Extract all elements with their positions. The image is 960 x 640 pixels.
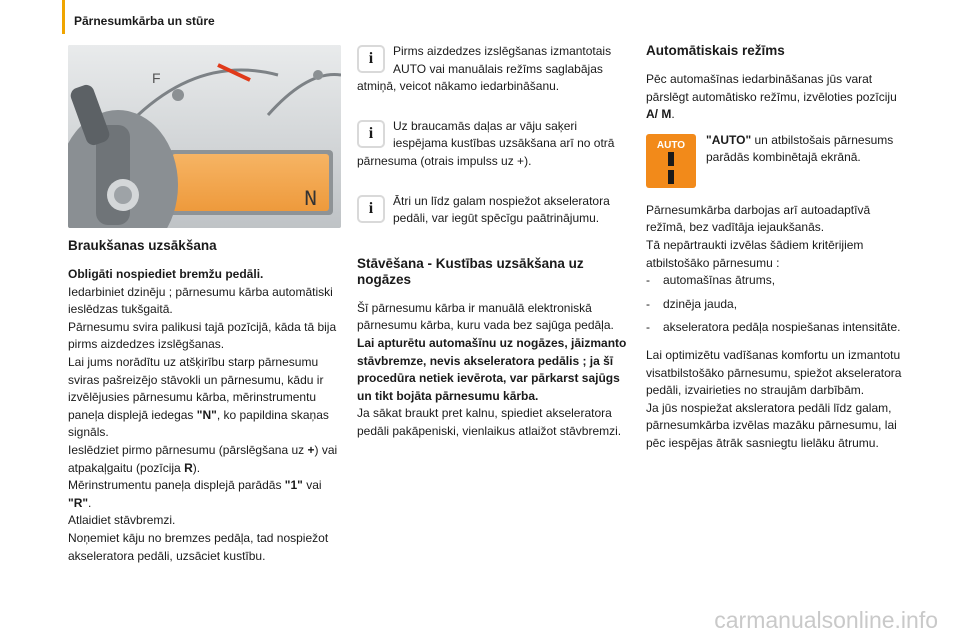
criteria-list xyxy=(646,272,911,337)
info-icon: i xyxy=(357,195,385,223)
mid-para-1: Šī pārnesumu kārba ir manuālā elektroniskā pārnesumu kārba, kuru vada bez sajūga pedāļa. xyxy=(357,300,614,333)
column-right xyxy=(646,43,911,453)
left-para-1: Iedarbiniet dzinēju ; pārnesumu kārba automātiski ieslēdzas tukšgaitā. xyxy=(68,284,333,317)
left-para-6: Atlaidiet stāvbremzi. xyxy=(68,513,176,528)
auto-mode-badge: AUTO xyxy=(646,134,696,188)
info-icon: i xyxy=(357,45,385,73)
auto-indicator-note: AUTO "AUTO" un atbilstošais pārnesums parādās kombinētajā ekrānā. xyxy=(646,132,911,192)
left-para-5: Mērinstrumentu paneļa displejā parādās "1" vai "R". xyxy=(68,478,322,510)
left-para-2: Pārnesumu svira palikusi tajā pozīcijā, kāda tā bija pirms aizdedzes izslēgšanas. xyxy=(68,319,337,352)
info-note-3: i Ātri un līdz galam nospiežot akseleratora pedāli, var iegūt spēcīgu paātrinājumu. xyxy=(357,193,627,228)
right-para-3: Tā nepārtraukti izvēlas šādiem kritērijiem atbilstošāko pārnesumu : xyxy=(646,237,864,270)
heading-hill-start: Stāvēšana - Kustības uzsākšana uz nogāzes xyxy=(357,255,584,287)
right-para-5: Ja jūs nospiežat aksleratora pedāli līdz galam, pārnesumkārba izvēlas mazāku pārnesumu, lai pēc iespējas ātrāk sasniegtu lielāku ātrumu. xyxy=(646,400,897,450)
info-note-2: i Uz braucamās daļas ar vāju saķeri iespējama kustības uzsākšana arī no otrā pārnesuma (otrais impulss uz +). xyxy=(357,118,615,168)
mid-warning: Lai apturētu automašīnu uz nogāzes, jāizmanto stāvbremze, nevis akseleratora pedālis ; ja šī procedūra netiek ievērota, var pārkarst sajūgs un tikt bojāta pārnesumu kārba. xyxy=(357,335,627,403)
dashboard-drawing xyxy=(68,45,341,228)
section-title: Pārnesumkārba un stūre xyxy=(74,14,215,28)
watermark: carmanualsonline.info xyxy=(714,607,938,633)
right-para-4: Lai optimizētu vadīšanas komfortu un izmantotu visatbilstošāko pārnesumu, spiežot akseleratora pedāli, izvairieties no straujām darbībām. xyxy=(646,347,902,398)
page-number xyxy=(0,41,10,62)
column-left xyxy=(68,238,343,565)
left-para-7: Noņemiet kāju no bremzes pedāļa, tad nospiežot akseleratora pedāli, uzsāciet kustību. xyxy=(68,530,329,563)
list-item: - automašīnas ātrums, xyxy=(646,272,911,290)
left-para-4: Ieslēdziet pirmo pārnesumu (pārslēgšana uz +) vai atpakaļgaitu (pozīcija R). xyxy=(68,442,338,475)
left-intro: Obligāti nospiediet bremžu pedāli. xyxy=(68,267,264,281)
auto-badge-bar-top xyxy=(668,152,674,166)
left-para-3: Lai jums norādītu uz atšķirību starp pārnesumu sviras pašreizējo stāvokli un pārnesumu, kādu ir izvēlējusies pārnesumu kārba, mērinstrumentu paneļa displejā iedegas "N", ko papildina skaņas signāls. xyxy=(68,354,329,440)
info-icon: i xyxy=(357,120,385,148)
list-item: - dzinēja jauda, xyxy=(646,296,911,314)
info-note-1: i Pirms aizdedzes izslēgšanas izmantotais AUTO vai manuālais režīms saglabājas atmiņā, veicot nākamo iedarbināšanu. xyxy=(357,44,612,94)
header-accent-bar xyxy=(62,0,65,34)
heading-driving-start: Braukšanas uzsākšana xyxy=(68,238,217,253)
column-middle xyxy=(357,43,627,441)
svg-text:F: F xyxy=(152,70,161,86)
right-para-2: Pārnesumkārba darbojas arī autoadaptīvā režīmā, bez vadītāja iejaukšanās. xyxy=(646,202,871,235)
right-para-1: Pēc automašīnas iedarbināšanas jūs varat pārslēgt automātisko režīmu, izvēloties pozīciju A/ M. xyxy=(646,72,897,122)
dashboard-illustration xyxy=(68,45,341,228)
mid-para-2: Ja sākat braukt pret kalnu, spiediet akseleratora pedāli pakāpeniski, vienlaikus atlaižot stāvbremzi. xyxy=(357,406,622,438)
gear-display-indicator: N xyxy=(304,187,318,212)
auto-badge-bar-bottom xyxy=(668,170,674,184)
heading-auto-mode: Automātiskais režīms xyxy=(646,43,785,58)
list-item: - akseleratora pedāļa nospiešanas intensitāte. xyxy=(646,319,911,337)
